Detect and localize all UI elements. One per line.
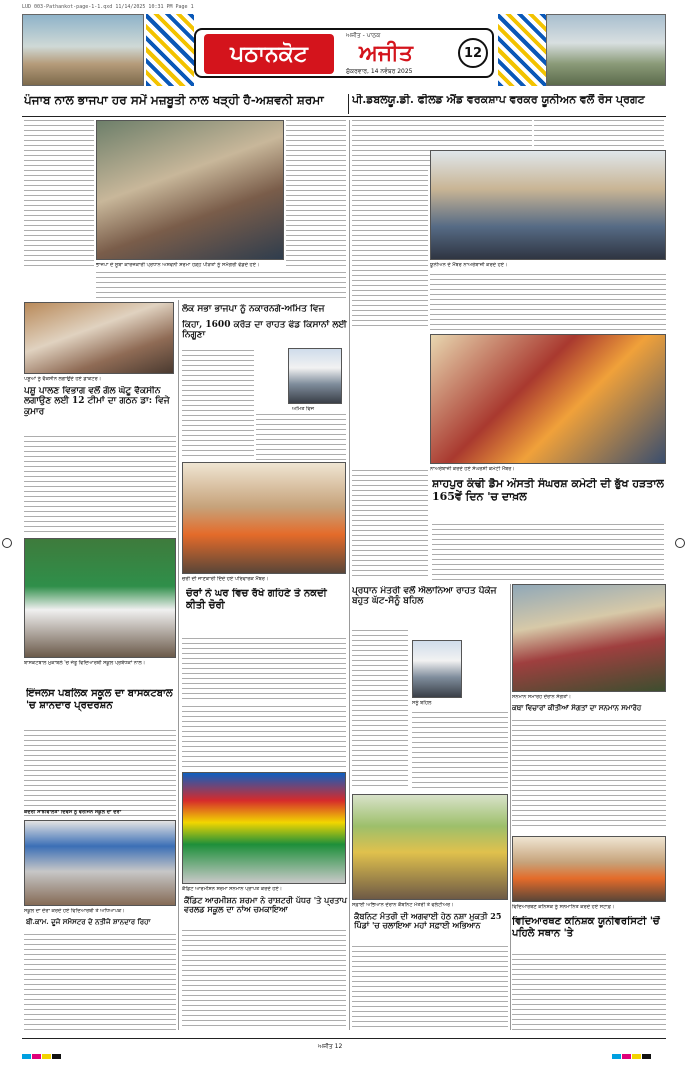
article-text xyxy=(96,272,346,298)
photo-amit-vij xyxy=(288,348,342,404)
article-text xyxy=(182,706,346,768)
footer-rule xyxy=(22,1038,666,1039)
article-text xyxy=(412,712,508,790)
headline-vaccine: ਪਸ਼ੂ ਪਾਲਣ ਵਿਭਾਗ ਵਲੋਂ ਗੋਲ ਘੋਟੂ ਵੈਕਸੀਨ ਲਗਾਉਣ ਲਈ 12 ਟੀਮਾਂ ਦਾ ਗਠਨ ਡਾ: ਵਿਜੇ ਕੁਮਾਰ xyxy=(24,386,170,417)
caption-cadet: ਕੈਡਿਟ ਆਰਮੀਸ਼ਨ ਸ਼ਰਮਾ ਸਨਮਾਨ ਪ੍ਰਾਪਤ ਕਰਦੇ ਹੋਏ। xyxy=(182,886,283,892)
photo-cleanliness-drive xyxy=(352,794,508,900)
caption-students: ਸਕੂਲ ਦਾ ਦੌਰਾ ਕਰਦੇ ਹੋਏ ਵਿਦਿਆਰਥੀ ਤੇ ਅਧਿਆਪਕ। xyxy=(24,908,125,914)
headline-relief-package: ਪ੍ਰਧਾਨ ਮੰਤਰੀ ਵਲੋਂ ਐਲਾਨਿਆ ਰਾਹਤ ਪੈਕੇਜ ਬਹੁਤ ਘੱਟ-ਸੋਨੂੰ ਬਹਿਲ xyxy=(352,586,497,607)
photo-basketball-team xyxy=(24,538,176,658)
caption-sonu-bahl: ਸੋਨੂੰ ਬਹਿਲ xyxy=(412,700,432,706)
article-text xyxy=(182,350,254,460)
color-bar xyxy=(612,1044,652,1063)
article-text xyxy=(182,638,346,702)
caption-theft: ਚੋਰੀ ਦੀ ਜਾਣਕਾਰੀ ਦਿੰਦੇ ਹੋਏ ਪਰਿਵਾਰਕ ਮੈਂਬਰ। xyxy=(182,576,269,582)
photo-honour-ceremony xyxy=(512,584,666,692)
masthead-logo xyxy=(194,28,494,78)
headline-amit-vij: ਲੋਕ ਸਭਾ ਭਾਜਪਾ ਨੂੰ ਨਕਾਰਨਗੇ-ਅਮਿਤ ਵਿਜ xyxy=(182,304,325,314)
page-number: 12 xyxy=(458,38,488,68)
photo-students-group xyxy=(24,820,176,906)
caption-union: ਯੂਨੀਅਨ ਦੇ ਮੈਂਬਰ ਨਾਅਰੇਬਾਜ਼ੀ ਕਰਦੇ ਹੋਏ। xyxy=(430,262,508,268)
caption-hunger-strike: ਨਾਅਰੇਬਾਜ਼ੀ ਕਰਦੇ ਹੋਏ ਸੰਘਰਸ਼ੀ ਕਮੇਟੀ ਮੈਂਬਰ। xyxy=(430,466,515,472)
registration-mark-left xyxy=(2,538,12,548)
headline-cleanliness: ਕੈਬਨਿਟ ਮੰਤਰੀ ਦੀ ਅਗਵਾਈ ਹੇਠ ਨਸ਼ਾ ਮੁਕਤੀ 25 ਪਿੰਡਾਂ 'ਚ ਚਲਾਇਆ ਮਹਾਂ ਸਫ਼ਾਈ ਅਭਿਆਨ xyxy=(354,912,502,931)
article-text xyxy=(352,630,408,790)
subheadline-relief-fund: ਕਿਹਾ, 1600 ਕਰੋੜ ਦਾ ਰਾਹਤ ਫੰਡ ਕਿਸਾਨਾਂ ਲਈ ਨਿਗੂਣਾ xyxy=(182,320,347,341)
photo-kanishk xyxy=(512,836,666,902)
headline-kanishk: ਵਿਦਿਆਰਥਣ ਕਨਿਸ਼ਕ ਯੂਨੀਵਰਸਿਟੀ 'ਚੋਂ ਪਹਿਲੇ ਸਥਾਨ 'ਤੇ xyxy=(512,916,660,939)
article-text xyxy=(24,436,176,534)
photo-theft xyxy=(182,462,346,574)
article-text xyxy=(512,720,666,830)
headline-bcom-result: ਬੀ.ਕਾਮ. ਦੂਜੇ ਸਮੈਸਟਰ ਦੇ ਨਤੀਜੇ ਸ਼ਾਨਦਾਰ ਰਿਹਾ xyxy=(26,918,151,926)
photo-sonu-bahl xyxy=(412,640,462,698)
article-text xyxy=(182,930,346,1030)
headline-theft: ਚੋਰਾਂ ਨੇ ਘਰ ਵਿਚ ਰੱਖੇ ਗਹਿਣੇ ਤੇ ਨਕਦੀ ਕੀਤੀ ਚੋਰੀ xyxy=(186,588,327,611)
article-text xyxy=(24,730,176,816)
masthead-pattern-right xyxy=(498,14,546,86)
headline-pwd-union: ਪੀ.ਡਬਲਯੂ.ਡੀ. ਫੀਲਡ ਐਂਡ ਵਰਕਸ਼ਾਪ ਵਰਕਰ ਯੂਨੀਅਨ ਵਲੋਂ ਰੋਸ ਪ੍ਰਗਟ xyxy=(352,94,645,106)
issue-date: ਸ਼ੁੱਕਰਵਾਰ, 14 ਨਵੰਬਰ 2025 xyxy=(346,68,413,75)
headline-cadet: ਕੈਂਡਿਟ ਆਰਮੀਸ਼ਨ ਸ਼ਰਮਾ ਨੇ ਰਾਸ਼ਟਰੀ ਪੱਧਰ 'ਤੇ ਪ੍ਰਤਾਪ ਵਰਲਡ ਸਕੂਲ ਦਾ ਨਾਂਅ ਚਮਕਾਇਆ xyxy=(184,896,347,915)
article-text xyxy=(352,946,508,1030)
article-text xyxy=(352,470,428,580)
caption-amit-vij: ਅਮਿਤ ਵਿਜ xyxy=(292,406,314,412)
registration-mark-right xyxy=(675,538,685,548)
tagline: ਅਜੀਤ - ਪਾਠਕ xyxy=(346,32,381,39)
photo-bjp-relief xyxy=(96,120,284,260)
headline-school-visit: ਕੇਂਦਰੀ ਸਾਂਝੀਵਾਲਤਾ ਦਿਵਸ ਨੂੰ ਵਰਜਿਨ ਸਕੂਲ ਦਾ ਦੌਰਾ xyxy=(24,810,122,815)
headline-honour-ceremony: ਕਥਾ ਵਿਚਾਰਾਂ ਕੀਤੀਆਂ ਸੰਗਤਾਂ ਦਾ ਸਨਮਾਨ ਸਮਾਰੋਹ xyxy=(512,704,642,712)
masthead-pattern-left xyxy=(146,14,194,86)
footer-page-label: ਅਜੀਤ 12 xyxy=(318,1043,343,1050)
caption-vaccine: ਪਸ਼ੂਆਂ ਨੂੰ ਵੈਕਸੀਨ ਲਗਾਉਂਦੇ ਹੋਏ ਡਾਕਟਰ। xyxy=(24,376,102,382)
article-text xyxy=(24,934,176,1030)
article-text xyxy=(24,120,94,270)
divider xyxy=(348,94,349,114)
divider xyxy=(22,116,666,117)
article-text xyxy=(256,414,346,460)
column-divider xyxy=(178,300,179,1030)
article-text xyxy=(512,954,666,1030)
caption-cleanliness: ਸਫ਼ਾਈ ਅਭਿਆਨ ਦੌਰਾਨ ਕੈਬਨਿਟ ਮੰਤਰੀ ਤੇ ਵਲੰਟੀਅਰ। xyxy=(352,902,454,908)
color-bar xyxy=(22,1044,62,1063)
paper-name: ਅਜੀਤ xyxy=(359,40,413,66)
masthead xyxy=(22,14,666,86)
city-name: ਪਠਾਨਕੋਟ xyxy=(204,34,334,74)
print-slug: LUD 003-Pathankot-page-1-1.qxd 11/14/2025 10:31 PM Page 1 xyxy=(22,4,194,10)
article-text xyxy=(430,274,666,330)
caption-basketball: ਬਾਸਕਟਬਾਲ ਮੁਕਾਬਲੇ 'ਚ ਜੇਤੂ ਵਿਦਿਆਰਥੀ ਸਕੂਲ ਪ੍ਰਬੰਧਕਾਂ ਨਾਲ। xyxy=(24,660,146,666)
photo-union-protest xyxy=(430,150,666,260)
photo-hunger-strike xyxy=(430,334,666,464)
caption-bjp: ਭਾਜਪਾ ਦੇ ਸੂਬਾ ਕਾਰਜਕਾਰੀ ਪ੍ਰਧਾਨ ਅਸ਼ਵਨੀ ਸ਼ਰਮਾ ਹੜ੍ਹ ਪੀੜਤਾਂ ਨੂੰ ਸਮੱਗਰੀ ਵੰਡਦੇ ਹੋਏ। xyxy=(96,262,260,268)
headline-bjp: ਪੰਜਾਬ ਨਾਲ ਭਾਜਪਾ ਹਰ ਸਮੇਂ ਮਜ਼ਬੂਤੀ ਨਾਲ ਖੜ੍ਹੀ ਹੈ-ਅਸ਼ਵਨੀ ਸ਼ਰਮਾ xyxy=(24,94,324,107)
masthead-photo-right xyxy=(546,14,666,86)
photo-cadet-award xyxy=(182,772,346,884)
masthead-photo-left xyxy=(22,14,144,86)
article-text xyxy=(352,170,428,330)
column-divider xyxy=(510,584,511,1030)
article-text xyxy=(432,524,664,580)
article-text xyxy=(286,120,346,270)
headline-basketball: ਇੰਜਲਸ ਪਬਲਿਕ ਸਕੂਲ ਦਾ ਬਾਸਕਟਬਾਲ 'ਚ ਸ਼ਾਨਦਾਰ ਪ੍ਰਦਰਸ਼ਨ xyxy=(26,688,173,711)
column-divider xyxy=(349,120,350,1030)
caption-honour-ceremony: ਸਨਮਾਨ ਸਮਾਰੋਹ ਦੌਰਾਨ ਸੰਗਤਾਂ। xyxy=(512,694,572,700)
headline-dam-strike: ਸ਼ਾਹਪੁਰ ਕੰਢੀ ਡੈਮ ਔਸਤੀ ਸੰਘਰਸ਼ ਕਮੇਟੀ ਦੀ ਭੁੱਖ ਹੜਤਾਲ 165ਵੇਂ ਦਿਨ 'ਚ ਦਾਖ਼ਲ xyxy=(432,478,664,503)
caption-kanishk: ਵਿਦਿਆਰਥਣ ਕਨਿਸ਼ਕ ਨੂੰ ਸਨਮਾਨਿਤ ਕਰਦੇ ਹੋਏ ਸਟਾਫ਼। xyxy=(512,904,615,910)
photo-cattle-vaccine xyxy=(24,302,174,374)
